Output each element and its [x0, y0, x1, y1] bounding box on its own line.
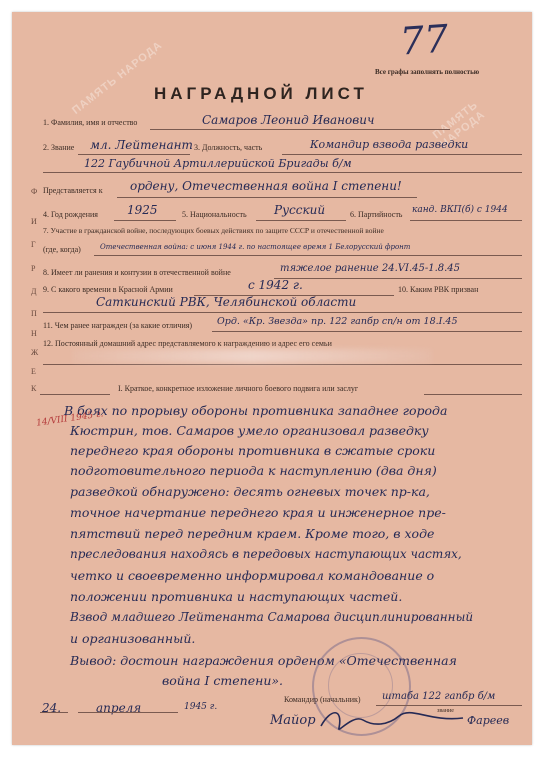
field-5-label: 5. Национальность [182, 210, 247, 219]
narrative-line: и организованный. [70, 631, 196, 646]
field-2-value: мл. Лейтенант [90, 138, 193, 152]
field-4-value: 1925 [127, 203, 158, 217]
narrative-line: точное начертание переднего края и инженерное пре- [70, 505, 446, 520]
watermark: ПАМЯТЬ НАРОДА [430, 98, 488, 151]
narrative-line: Кюстрин, тов. Самаров умело организовал разведку [70, 423, 429, 438]
side-letter: И [31, 217, 37, 226]
field-8-value: тяжелое ранение 24.VI.45-1.8.45 [280, 263, 461, 274]
commander-value: штаба 122 гапбр б/м [382, 691, 496, 702]
narrative-line: разведкой обнаружено: десять огневых точек пр-ка, [70, 484, 430, 499]
field-11-label: 11. Чем ранее награжден (за какие отличия) [43, 321, 193, 330]
signature-name: Фареев [467, 714, 510, 727]
award-sheet [12, 12, 532, 745]
document-title: НАГРАДНОЙ ЛИСТ [154, 84, 368, 103]
field-1-value: Самаров Леонид Иванович [202, 113, 375, 127]
narrative-line: преследования находясь в передовых наступающих частях, [70, 547, 462, 561]
date-day: 24. [42, 701, 62, 715]
commander-sub: звание [437, 708, 454, 714]
field-3-label: 3. Должность, часть [194, 143, 263, 152]
narrative-line: положении противника и наступающих частей. [70, 589, 403, 604]
field-12-label: 12. Постоянный домашний адрес представляемого к награждению и адрес его семьи [43, 339, 332, 348]
field-11-value: Орд. «Кр. Звезда» пр. 122 гапбр сп/н от 18.I.45 [217, 316, 458, 327]
side-letter: Р [31, 264, 36, 273]
side-letter: П [31, 309, 37, 318]
field-5-value: Русский [274, 203, 326, 217]
present-label: Представляется к [43, 186, 103, 195]
field-4-label: 4. Год рождения [43, 210, 98, 219]
side-letter: К [31, 384, 37, 393]
top-note: Все графы заполнять полностью [375, 68, 480, 76]
field-2-label: 2. Звание [43, 143, 75, 152]
field-7-label-cont: (где, когда) [43, 245, 81, 254]
field-3-value: Командир взвода разведки [310, 138, 469, 151]
signature-rank: Майор [270, 713, 316, 728]
signature [317, 704, 467, 736]
field-3-value-cont: 122 Гаубичной Артиллерийской Бригады б/м [84, 157, 352, 170]
side-letter: Е [31, 367, 36, 376]
date-month: апреля [96, 701, 142, 715]
redacted-address [72, 349, 432, 363]
narrative-line: подготовительного периода к наступлению (два дня) [70, 463, 437, 478]
narrative-line: пятствий перед передним краем. Кроме того, в ходе [70, 526, 435, 541]
narrative-line: Взвод младшего Лейтенанта Самарова дисциплинированный [70, 610, 474, 624]
narrative-line: В боях по прорыву обороны противника западнее города [64, 403, 448, 418]
side-letter: Г [31, 240, 36, 249]
narrative-line: четко и своевременно информировал командование о [70, 568, 435, 583]
side-letter: Ф [31, 187, 38, 196]
field-9-value: с 1942 г. [248, 278, 303, 292]
field-8-label: 8. Имеет ли ранения и контузии в отечественной войне [43, 268, 231, 277]
margin-note: 14/VIII 1945 г. [35, 409, 105, 429]
field-1-label: 1. Фамилия, имя и отчество [43, 118, 138, 127]
watermark: ПАМЯТЬ НАРОДА [70, 39, 165, 117]
side-letter: Д [31, 287, 37, 296]
field-6-value: канд. ВКП(б) с 1944 [412, 205, 508, 215]
narrative-line: война I степени». [162, 673, 284, 688]
narrative-line: переднего края обороны противника в сжатые сроки [70, 443, 436, 458]
side-letter: Ж [31, 348, 39, 357]
section-heading: I. Краткое, конкретное изложение личного боевого подвига или заслуг [118, 384, 359, 393]
field-9-label: 9. С какого времени в Красной Армии [43, 285, 173, 294]
side-letter: Н [31, 329, 37, 338]
field-10-value: Саткинский РВК, Челябинской области [96, 295, 357, 309]
commander-label: Командир (начальник) [284, 695, 361, 704]
present-value: ордену, Отечественная война I степени! [130, 179, 402, 193]
field-7-label: 7. Участие в гражданской войне, последующих боевых действиях по защите СССР и отечественной войне [43, 226, 384, 235]
narrative-line: Вывод: достоин награждения орденом «Отечественная [70, 653, 457, 668]
archive-number: 77 [398, 16, 450, 64]
field-6-label: 6. Партийность [350, 210, 403, 219]
date-year: 1945 г. [184, 702, 218, 712]
field-7-value: Отечественная война: с июня 1944 г. по настоящее время 1 Белорусский фронт [100, 243, 411, 251]
field-10-label: 10. Каким РВК призван [398, 285, 479, 294]
